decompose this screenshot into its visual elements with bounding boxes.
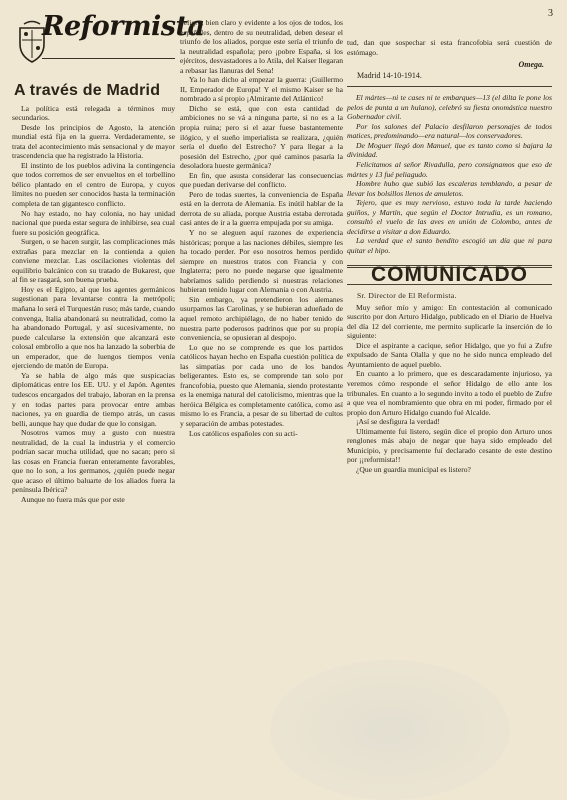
paragraph: Aunque no fuera más que por este xyxy=(21,494,125,504)
paragraph: El mártes—ni te cases ni te embarques—13 (el dilta le pone los pelos de punta a un hulano), celebró su fiesta onomástica nuestro Gobernador civil. xyxy=(347,93,552,122)
paragraph: Ultimamente fui listero, según dice el propio don Arturo unos renglones más abajo de negar que haya sido empleado del Municipio, y precisamente fuí declarado cesante de este destino por ¡¡reformista!! xyxy=(347,426,552,465)
article-body-col1 xyxy=(12,104,175,505)
paragraph: Ya se habla de algo más que suspicacias diplomáticas entre los EE. UU. y el Japón. Agentes tudescos encargados del trabajo, laboran en la prensa y en todas partes para provocar entre ambas naciones, ya en guardia de tiempo atrás, un casus belli, aunque hay que dudar de que lo consigan. xyxy=(12,370,175,428)
paragraph: Hombre hubo que subió las escaleras temblando, a pesar de llevar los bolsillos llenos de amuletos. xyxy=(347,179,552,198)
paragraph: Surgen, o se hacen surgir, las complicaciones más extrañas para mezclar en la contienda a quien conviene mezclar. Las oscilaciones violentas del equilibrio balcánico con su tratado de Bukarest, que al fin se rasgará, son buena prueba. xyxy=(12,237,175,285)
paragraph: Dicho se está, que con esta cantidad de ambiciones no se vá a ninguna parte, si no es a la propia ruina; pero si el azar fuese bastantemente ilógico, y el sueño imperialista se realizara, ¿quién sería el dueño del Estrecho? Y para llegar a la posesión del Estrecho, ¿por qué caminos pasaría la desoladora hueste germánica? xyxy=(180,103,343,171)
paragraph: Muy señor mío y amigo: En contestación al comunicado suscrito por don Arturo Hidalgo, publicado en el Diario de Huelva del día 12 del corriente, me permito suplicarle la inserción de lo siguiente: xyxy=(347,302,552,341)
paragraph: Ya lo han dicho al empezar la guerra: ¡Guillermo II, Emperador de Europa! Y el mismo Kaiser se ha nombrado a sí propio ¡Almirante del Atlántico! xyxy=(180,75,343,104)
paragraph: Desde los principios de Agosto, la atención mundial está fija en la guerra. Verdaderamente, se trata del acontecimiento más sensacional y de mayor trascendencia que ha registrado la Historia. xyxy=(12,122,175,161)
paragraph: No hay estado, no hay colonia, no hay unidad nacional que pueda estar segura de inhibirse, sea cual fuere su posición geográfica. xyxy=(12,208,175,237)
section-heading: COMUNICADO xyxy=(347,265,552,285)
paragraph: La política está relegada a términos muy secundarios. xyxy=(12,103,175,123)
comunicado-body xyxy=(347,303,552,475)
paragraph: tud, dan que sospechar si esta francofobia será cuestión de estómago. xyxy=(347,38,552,57)
paragraph: Los católicos españoles con su acti- xyxy=(189,428,298,438)
paragraph: Sin embargo, ya pretendieron los alemanes usurparnos las Carolinas, y se hubieran adueñado de aquel remoto archipiélago, de no haber tenido de nuestra parte poderosos padrinos que por su propia conveniencia, se opusieran al despojo. xyxy=(180,294,343,343)
paragraph: En cuanto a lo primero, que es descaradamente injurioso, ya veremos cómo responde el señor Hidalgo de ello ante los tribunales. En cuanto a lo segundo invito a todo el pueblo de Zufre a que vea el nombramiento que obra en mi poder, firmado por el propio don Arturo Hidalgo cuando fué Alcalde. xyxy=(347,369,552,417)
page-number: 3 xyxy=(548,8,553,19)
masthead-title: Reformista xyxy=(42,11,205,42)
masthead xyxy=(12,11,205,70)
section-divider xyxy=(347,86,552,87)
paragraph: Lo que no se comprende es que los partidos católicos hayan hecho en España cuestión política de las simpatías por cada uno de los bandos beligerantes. Esto es, se comprende tan solo por francofobia, puesto que Alemania, siendo protestante es la enemiga natural del catolicismo, mientras que la heróica Bélgica es completamente católica, como así mismo lo es Francia, a pesar de su libertad de cultos y separación de ambas potestades. xyxy=(180,342,343,428)
salutation: Sr. Director de El Reformista. xyxy=(357,291,457,301)
paragraph: De Moguer llegó don Manuel, que es tanto como si bajara la divinidad. xyxy=(347,140,552,160)
column-2 xyxy=(180,18,343,438)
article-signature: Omega. xyxy=(518,60,544,70)
article-dateline: Madrid 14-10-1914. xyxy=(357,70,422,80)
article-title: A través de Madrid xyxy=(14,82,161,99)
paragraph: Nosotros vamos muy a gusto con nuestra neutralidad, de la cual la industria y el comercio podrían sacar mucha utilidad, que no sacan; pero si las cosas en Francia fueran enteramente favorables, que no lo son, a los germanos, ¿quién puede negar que acaso el último baluarte de los aliados fuera la península Ibérica? xyxy=(12,428,175,495)
paragraph: ¡Así se desfigura la verdad! xyxy=(356,417,440,427)
paragraph: Tejero, que es muy nervioso, estuvo toda la tarde haciendo guiños, y Martín, que según el Doctor Intrudia, es un romano, consultó el vuelo de las aves en unión de Colombo, antes de decidirse a visitar a don Eduardo. xyxy=(347,198,552,236)
paragraph: Y no se aleguen aquí razones de experiencia históricas; porque a las naciones débiles, siempre les ha tocado perder. Por eso nosotros hemos perdido siempre en nuestros tratos con Francia y con Inglaterra; pero no puede negarse que igualmente habríamos salido perdiendo si nuestras relaciones hubieran tenido lugar con Alemania o con Austria. xyxy=(180,228,343,295)
paragraph: La verdad que el santo bendito escogió un día que ni para quitar el hipo. xyxy=(347,236,552,255)
paragraph: Hoy es el Egipto, al que los agentes germánicos sugestionan para levantarse contra la metrópoli; mañana lo será el Turquestán ruso; más tarde, cuando convenga, Italia abandonará su neutralidad, como la ha abandonado Portugal, y así sucesivamente, no puede calcularse la extensión que alcanzará este colosal embrollo a que nos ha lanzado la soberbia de un emperador, que de luengos tiempos venía ejerciendo de matón de Europa. xyxy=(12,284,175,371)
paragraph: En fin, que asusta considerar las consecuencias que puedan derivarse del conflicto. xyxy=(180,170,343,190)
library-stamp-watermark xyxy=(270,660,510,800)
paragraph: Felicitamos al señor Rivadulla, pero consignamos que eso de mártes y 13 fué peliagudo. xyxy=(347,160,552,179)
paragraph: Dice el aspirante a cacique, señor Hidalgo, que yo fui a Zufre expulsado de Santa Olalla y que no he sido nunca empleado del Ayuntamiento de aquel pueblo. xyxy=(347,340,552,369)
paragraph: El instinto de los pueblos adivina la contingencia que todos corremos de ser envueltos en el torbellino bélico plantado en el centro de Europa, y cuyos límites no pueden ser conocidos hasta la terminación completa de tan gigantesco conflicto. xyxy=(12,160,175,209)
paragraph: Por los salones del Palacio desfilaron personajes de todos matices, predominando—era natural—los conservadores. xyxy=(347,121,552,141)
paragraph: ¿Que un guardia municipal es listero? xyxy=(356,464,471,474)
paragraph: Pero de todas suertes, la conveniencia de España está en la derrota de Alemania. Es inútil hablar de la derrota de su aliada, porque Austria estaba derrotada casi antes de ir a la guerra empujada por su amiga. xyxy=(180,189,343,228)
paragraph: peligro, bien claro y evidente a los ojos de todos, los españoles, dentro de su neutralidad, deben desear el triunfo de los aliados, porque este sería el triunfo de la neutralidad española; pero ¡pobre España, si los ejércitos, desvastadores a lo Atila, del Kaiser llegaran a rebasar las llanuras del Sena! xyxy=(180,18,343,75)
masthead-rule xyxy=(42,58,175,59)
column-3 xyxy=(347,18,552,474)
gacetilla-section xyxy=(347,93,552,255)
column-1 xyxy=(12,11,205,505)
